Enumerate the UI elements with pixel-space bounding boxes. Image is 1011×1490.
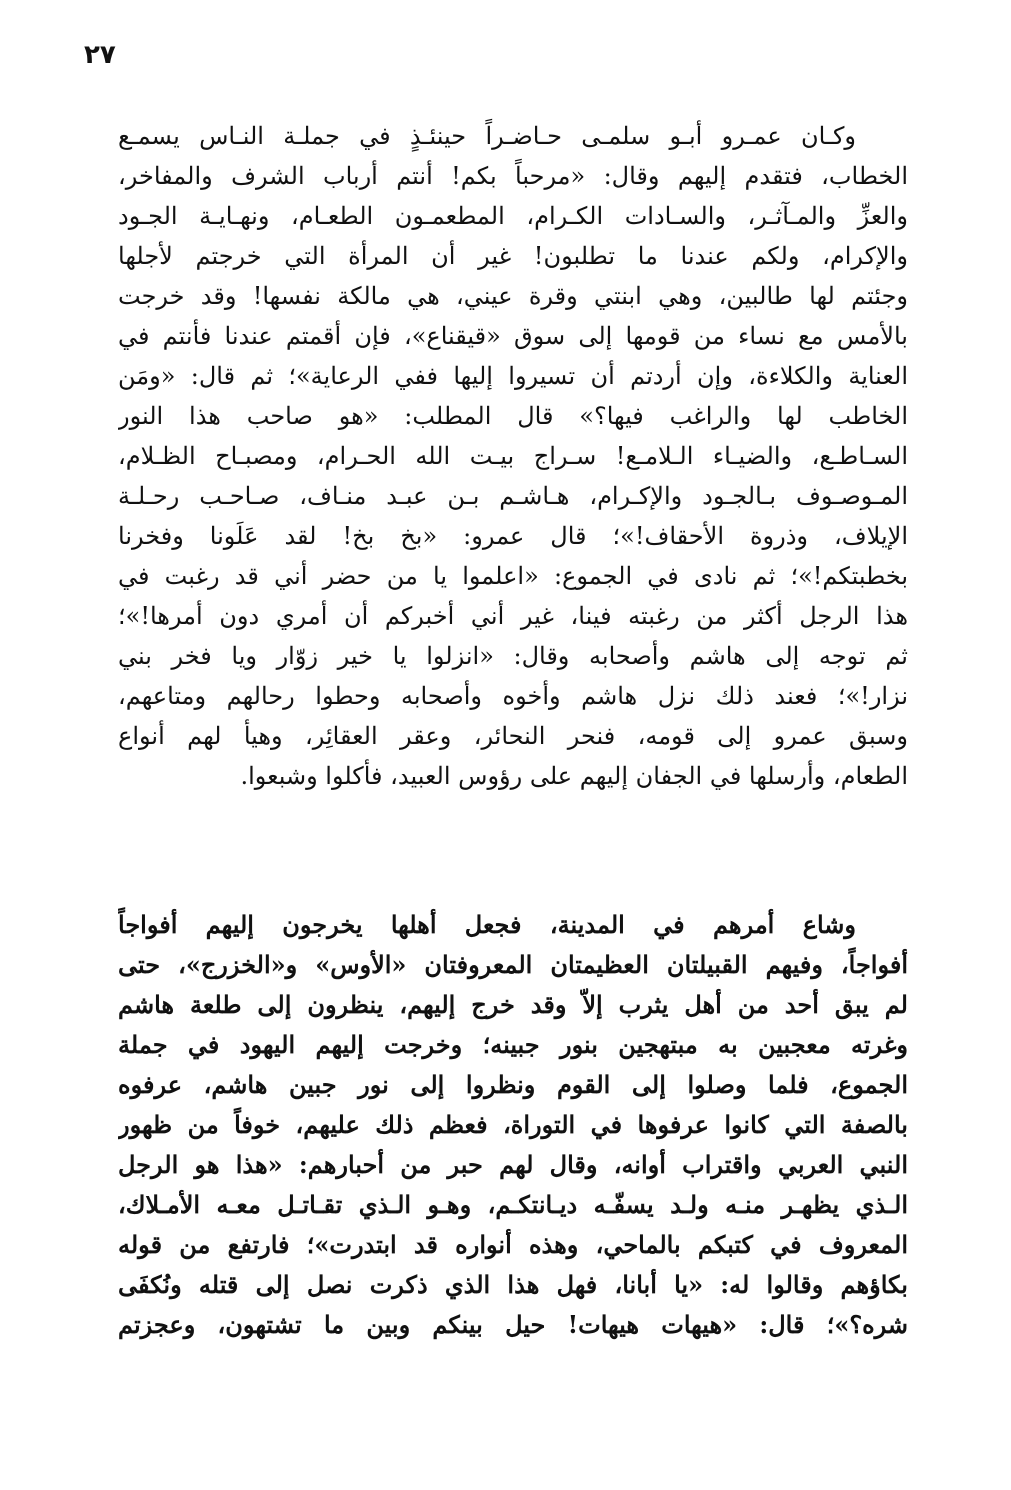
text-line: وكـان عمـرو أبـو سلمـى حـاضـراً حينئـذٍ في جملـة النـاس يسمـع — [118, 122, 856, 150]
text-line: النبي العربي واقتراب أوانه، وقال لهم حبر من أحبارهم: «هذا هو الرجل — [118, 1150, 908, 1179]
text-line: المعروف في كتبكم بالماحي، وهذه أنواره قد ابتدرت»؛ فارتفع من قوله — [118, 1230, 908, 1259]
text-line: بكاؤهم وقالوا له: «يا أبانا، فهل هذا الذي ذكرت نصل إلى قتله ونُكفَى — [118, 1270, 908, 1299]
paragraph-1 — [118, 116, 908, 796]
text-line: الخطاب، فتقدم إليهم وقال: «مرحباً بكم! أنتم أرباب الشرف والمفاخر، — [118, 162, 908, 190]
text-line: الـذي يظهـر منـه ولـد يسفّـه ديـانتكـم، وهـو الـذي تقـاتـل معـه الأمـلاك، — [118, 1190, 908, 1219]
text-line: هذا الرجل أكثر من رغبته فينا، غير أني أخبركم أن أمري دون أمرها!»؛ — [118, 602, 908, 630]
text-line: وشاع أمرهم في المدينة، فجعل أهلها يخرجون إليهم أفواجاً — [118, 910, 856, 939]
text-line: ثم توجه إلى هاشم وأصحابه وقال: «انزلوا يا خير زوّار ويا فخر بني — [118, 642, 908, 670]
text-line: نزار!»؛ فعند ذلك نزل هاشم وأخوه وأصحابه وحطوا رحالهم ومتاعهم، — [118, 682, 908, 710]
text-line: الإيلاف، وذروة الأحقاف!»؛ قال عمرو: «بخ بخ! لقد عَلَونا وفخرنا — [118, 522, 908, 550]
text-line: وجئتم لها طالبين، وهي ابنتي وقرة عيني، هي مالكة نفسها! وقد خرجت — [118, 282, 908, 310]
text-line: أفواجاً، وفيهم القبيلتان العظيمتان المعروفتان «الأوس» و«الخزرج»، حتى — [118, 950, 908, 979]
text-line: المـوصـوف بـالجـود والإكـرام، هـاشـم بـن عبـد منـاف، صـاحـب رحـلـة — [118, 482, 908, 510]
text-line: العناية والكلاءة، وإن أردتم أن تسيروا إليها ففي الرعاية»؛ ثم قال: «ومَن — [118, 362, 908, 390]
text-line: شره؟»؛ قال: «هيهات هيهات! حيل بينكم وبين ما تشتهون، وعجزتم — [118, 1310, 908, 1339]
text-line: وغرته معجبين به مبتهجين بنور جبينه؛ وخرجت إليهم اليهود في جملة — [118, 1030, 908, 1059]
text-line: بالصفة التي كانوا عرفوها في التوراة، فعظم ذلك عليهم، خوفاً من ظهور — [118, 1110, 908, 1139]
text-line: السـاطـع، والضيـاء الـلامـع! سـراج بيـت الله الحـرام، ومصبـاح الظـلام، — [118, 442, 908, 470]
text-line: وسبق عمرو إلى قومه، فنحر النحائر، وعقر العقائِر، وهيأ لهم أنواع — [118, 722, 908, 750]
text-line: لم يبق أحد من أهل يثرب إلاّ وقد خرج إليهم، ينظرون إلى طلعة هاشم — [118, 990, 908, 1019]
text-line: والإكرام، ولكم عندنا ما تطلبون! غير أن المرأة التي خرجتم لأجلها — [118, 242, 908, 270]
paragraph-2 — [118, 905, 908, 1345]
text-line: والعزِّ والمـآثـر، والسـادات الكـرام، المطعمـون الطعـام، ونهـايـة الجـود — [118, 202, 908, 230]
text-line: الجموع، فلما وصلوا إلى القوم ونظروا إلى نور جبين هاشم، عرفوه — [118, 1070, 908, 1099]
text-line: بخطبتكم!»؛ ثم نادى في الجموع: «اعلموا يا من حضر أني قد رغبت في — [118, 562, 908, 590]
text-line: الطعام، وأرسلها في الجفان إليهم على رؤوس العبيد، فأكلوا وشبعوا. — [240, 762, 908, 790]
text-line: الخاطب لها والراغب فيها؟» قال المطلب: «هو صاحب هذا النور — [118, 402, 908, 430]
page-number: ٢٧ — [84, 40, 116, 70]
text-line: بالأمس مع نساء من قومها إلى سوق «قيقناع»، فإن أقمتم عندنا فأنتم في — [118, 322, 908, 350]
